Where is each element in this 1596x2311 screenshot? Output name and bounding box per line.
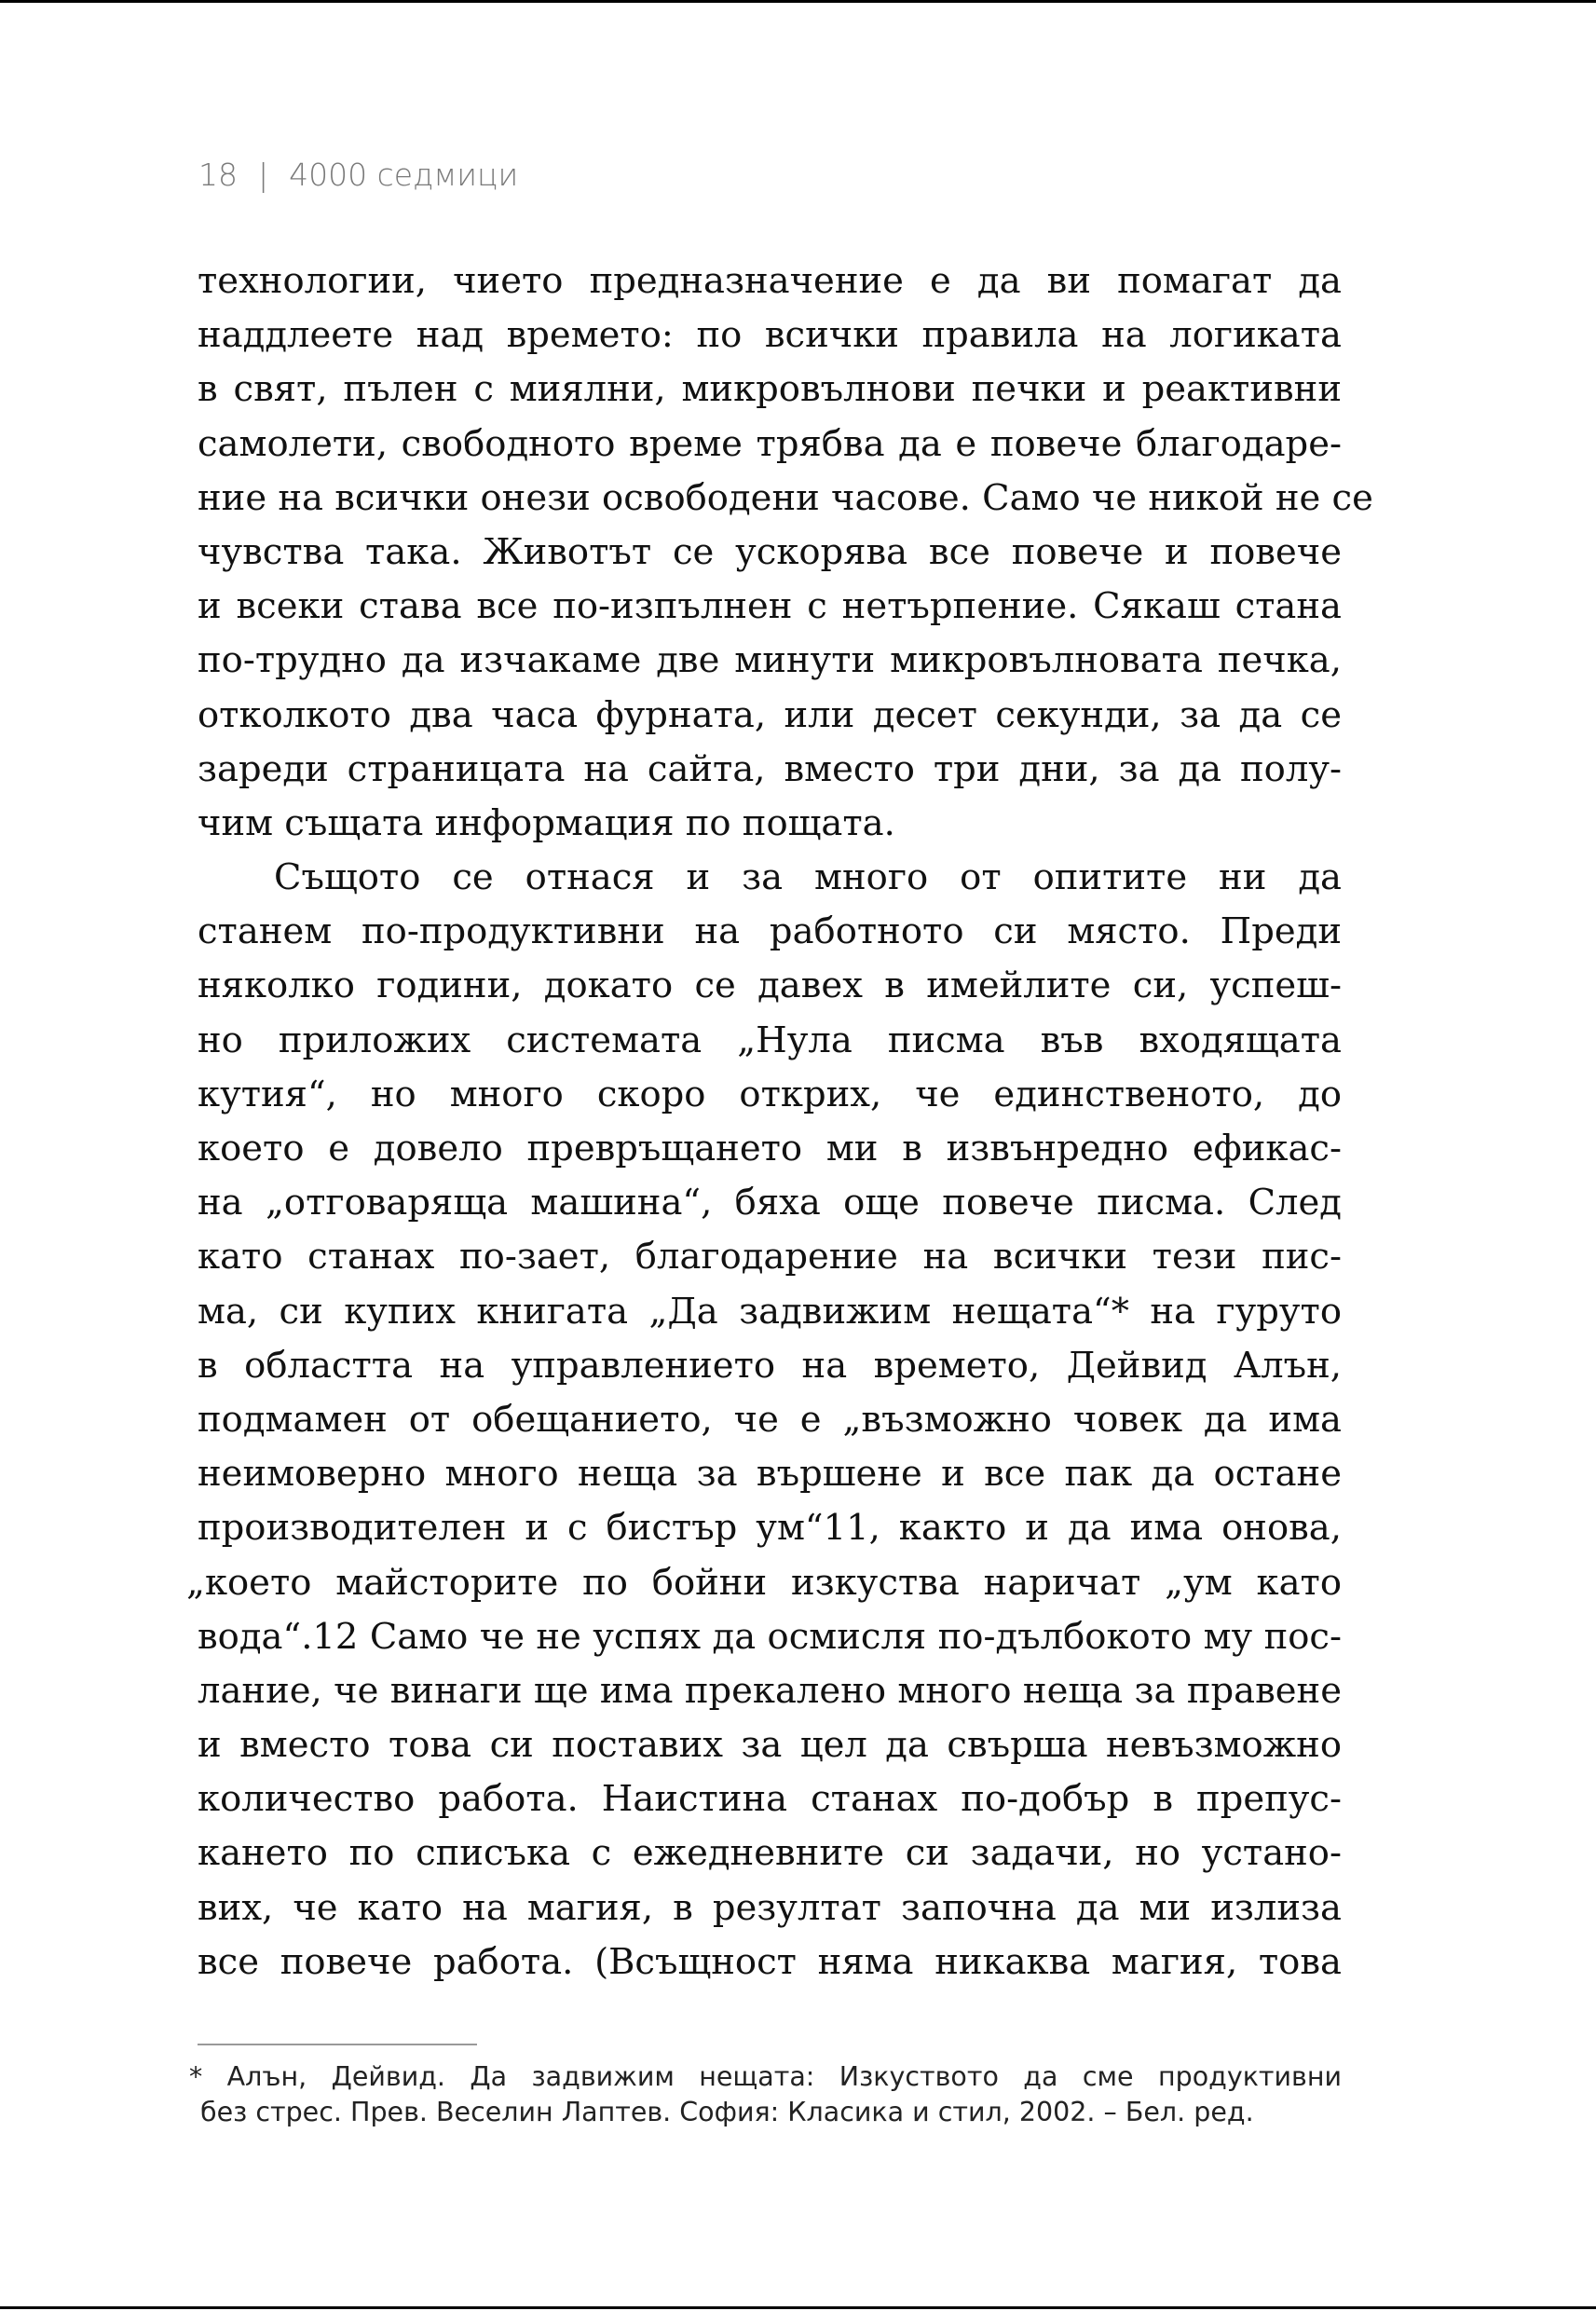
text-line: вих, че като на магия, в резултат започна да ми излиза: [198, 1886, 1342, 1929]
page-bottom-edge: [0, 2306, 1596, 2309]
page-top-edge: [0, 0, 1596, 3]
text-line: „което майсторите по бойни изкуства наричат „ум като: [186, 1561, 1342, 1604]
text-line: производителен и с бистър ум“11, както и да има онова,: [198, 1507, 1342, 1550]
text-line: технологии, чието предназначение е да ви помагат да: [198, 260, 1342, 302]
text-line: отколкото два часа фурната, или десет секунди, за да се: [198, 693, 1342, 736]
footnote: [189, 2059, 1342, 2130]
running-header: [198, 157, 518, 193]
text-line: няколко години, докато се давех в имейлите си, успеш-: [198, 964, 1342, 1007]
text-line: чувства така. Животът се ускорява все повече и повече: [198, 530, 1342, 573]
text-line: по-трудно да изчакаме две минути микровълновата печка,: [198, 639, 1342, 682]
text-line: кутия“, но много скоро открих, че единственото, до: [198, 1073, 1342, 1115]
paragraph-start-line: Същото се отнася и за много от опитите ни да: [274, 856, 1342, 899]
text-line: което е довело превръщането ми в извънредно ефикас-: [198, 1128, 1342, 1169]
text-line: вода“.12 Само че не успях да осмисля по-дълбокото му пос-: [198, 1615, 1342, 1658]
footnote-line: без стрес. Прев. Веселин Лаптев. София: Класика и стил, 2002. – Бел. ред.: [200, 2097, 1254, 2127]
text-line: все повече работа. (Всъщност няма никаква магия, това: [198, 1940, 1342, 1983]
text-line: ние на всички онези освободени часове. Само че никой не се: [198, 476, 1373, 519]
book-title: 4000 седмици: [289, 157, 519, 193]
text-line: наддлеете над времето: по всички правила на логиката: [198, 314, 1342, 357]
paragraph-end-line: чим същата информация по пощата.: [198, 801, 895, 844]
text-line: но приложих системата „Нула писма във входящата: [198, 1019, 1342, 1061]
text-line: подмамен от обещанието, че е „възможно човек да има: [198, 1398, 1342, 1441]
footnote-line: * Алън, Дейвид. Да задвижим нещата: Изкуството да сме продуктивни: [189, 2061, 1342, 2092]
text-line: и всеки става все по-изпълнен с нетърпение. Сякаш стана: [198, 585, 1342, 628]
text-line: самолети, свободното време трябва да е повече благодаре-: [198, 422, 1342, 465]
text-line: като станах по-зает, благодарение на всички тези пис-: [198, 1236, 1342, 1279]
footnote-rule: [198, 2044, 477, 2045]
text-line: на „отговаряща машина“, бяха още повече писма. След: [198, 1182, 1342, 1224]
text-line: в областта на управлението на времето, Дейвид Алън,: [198, 1344, 1342, 1387]
text-line: ма, си купих книгата „Да задвижим нещата“* на гуруто: [198, 1290, 1342, 1333]
header-separator: |: [258, 157, 269, 193]
text-line: в свят, пълен с миялни, микровълнови печки и реактивни: [198, 368, 1342, 411]
text-line: зареди страницата на сайта, вместо три дни, за да полу-: [198, 747, 1342, 790]
text-line: неимоверно много неща за вършене и все пак да остане: [198, 1453, 1342, 1496]
text-line: кането по списъка с ежедневните си задачи, но устано-: [198, 1832, 1342, 1875]
text-line: количество работа. Наистина станах по-добър в препус-: [198, 1778, 1342, 1821]
body-text: [186, 254, 1373, 1990]
text-line: станем по-продуктивни на работното си място. Преди: [198, 910, 1342, 953]
page-number: 18: [198, 157, 238, 193]
text-line: и вместо това си поставих за цел да свърша невъзможно: [198, 1724, 1342, 1767]
text-line: лание, че винаги ще има прекалено много неща за правене: [198, 1669, 1342, 1712]
